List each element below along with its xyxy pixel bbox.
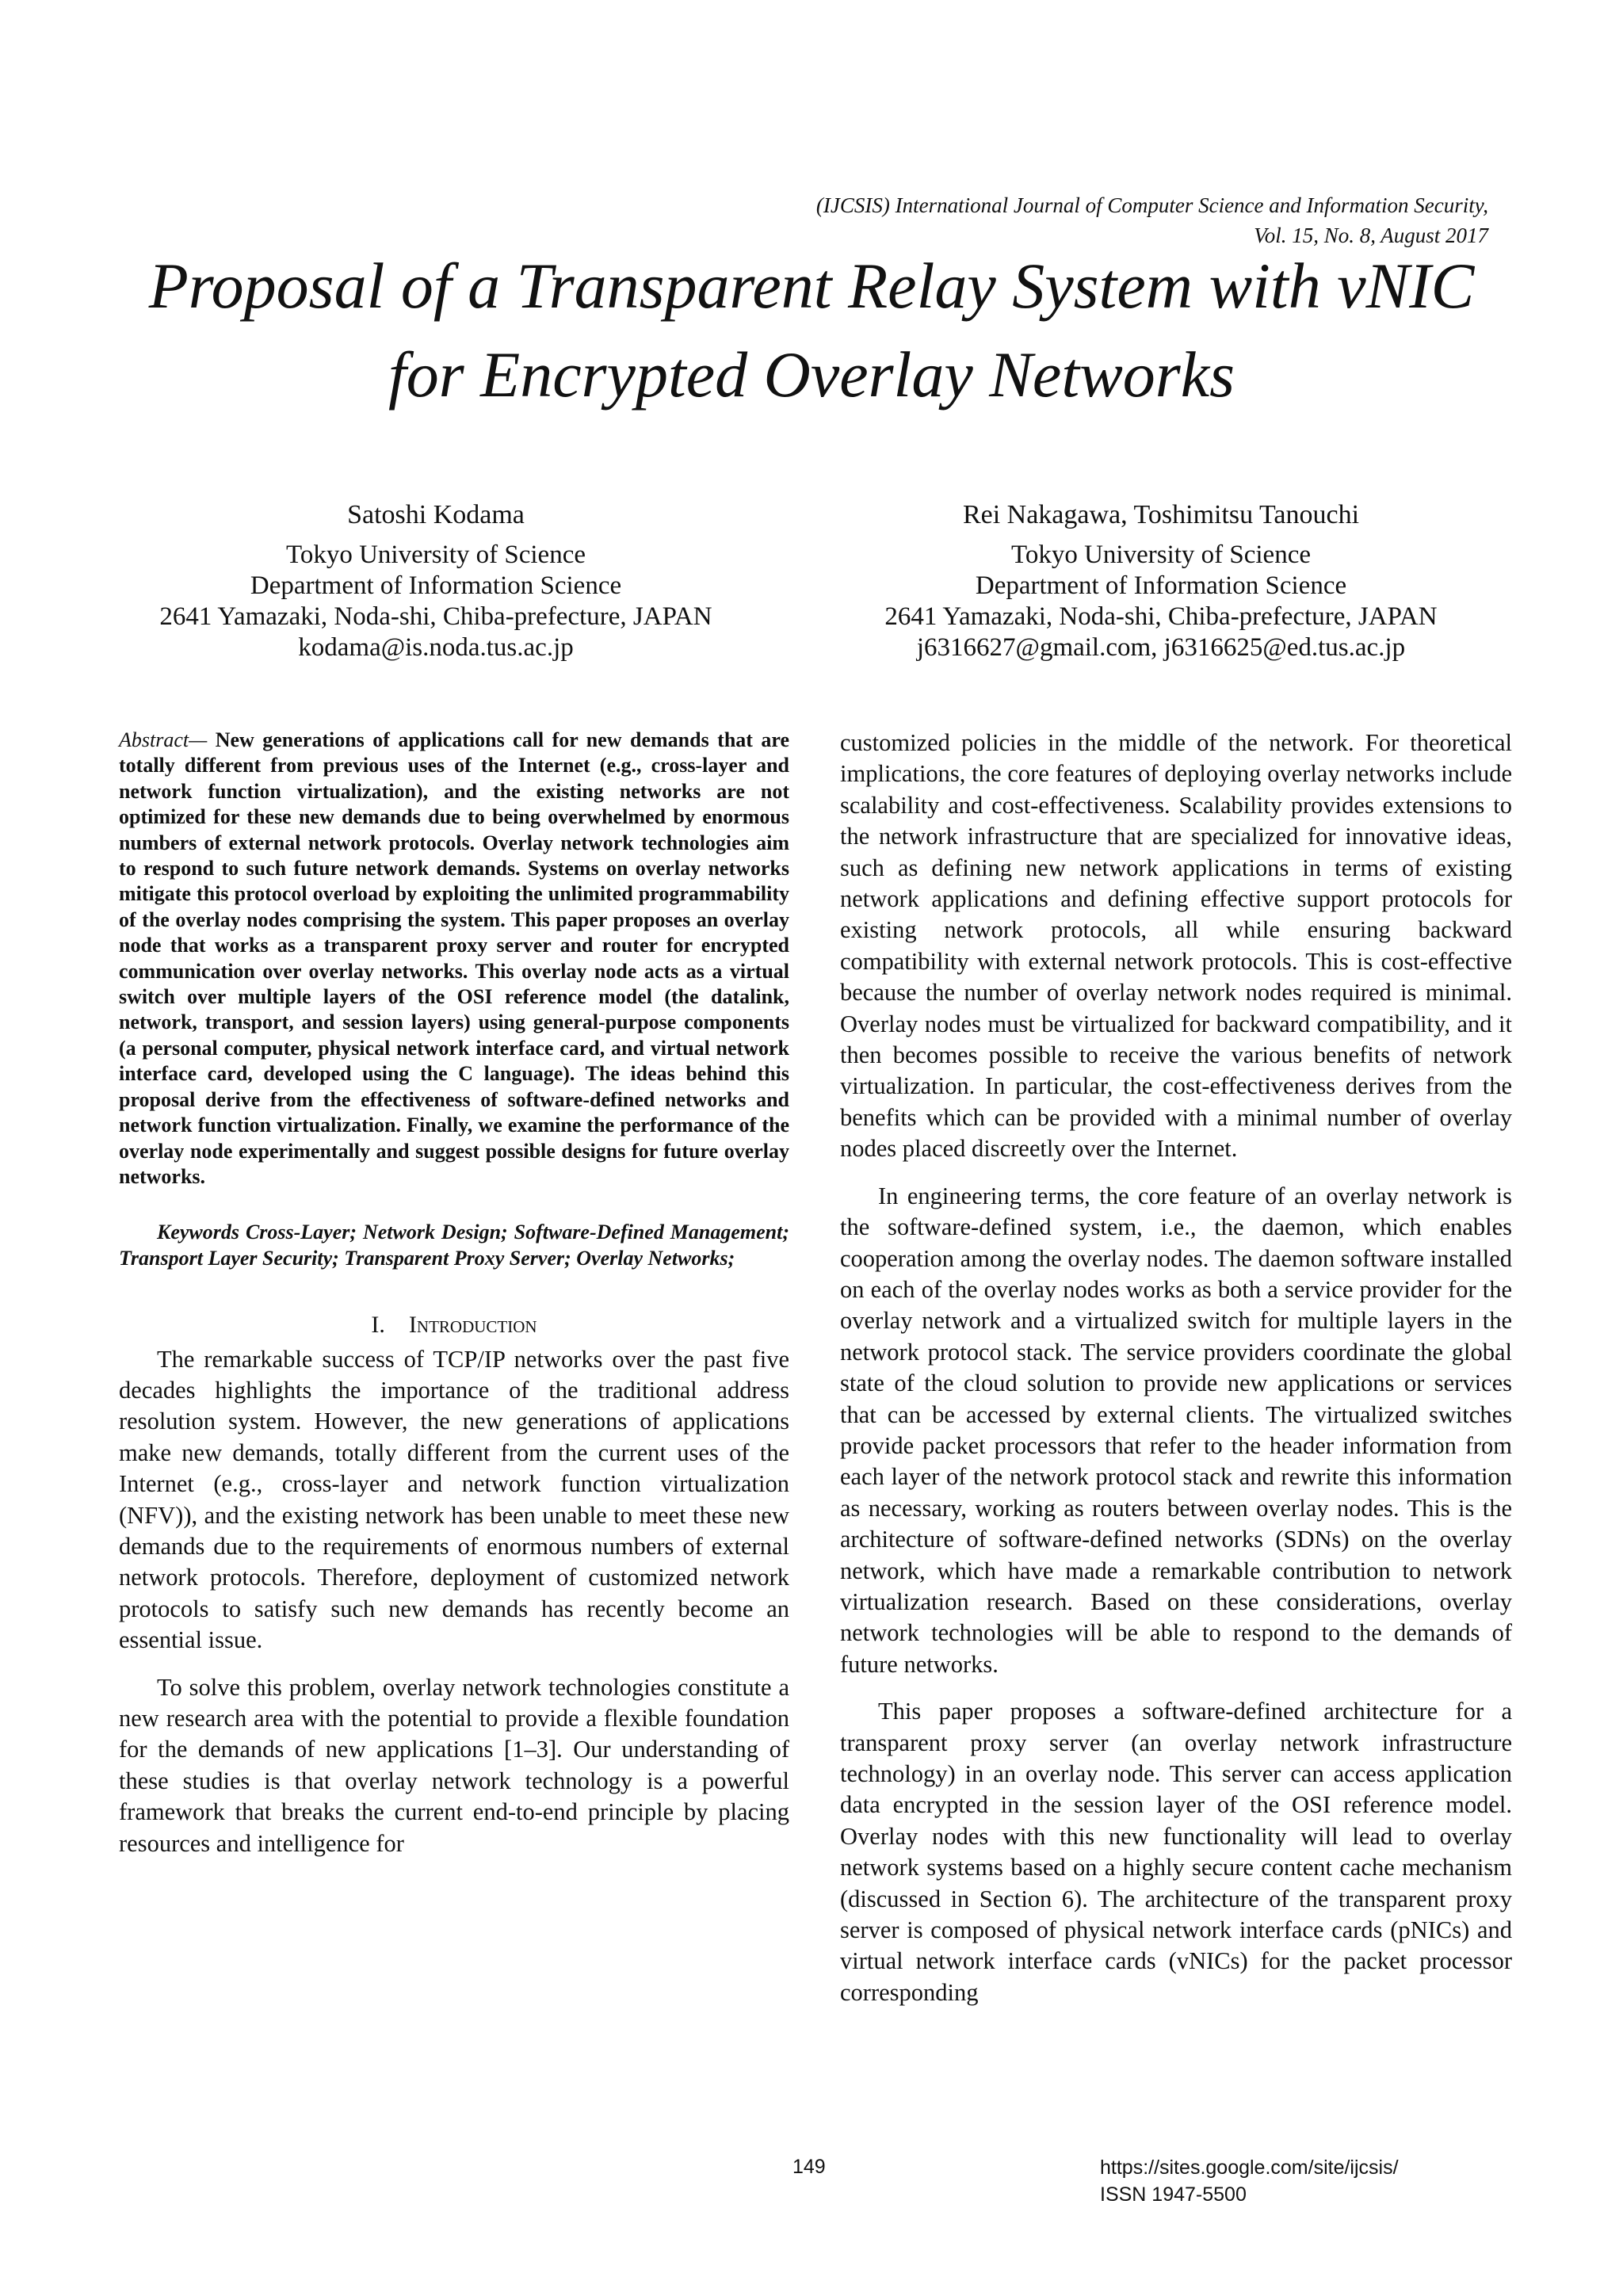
footer-url: https://sites.google.com/site/ijcsis/ (1100, 2157, 1399, 2179)
journal-header-line1: (IJCSIS) International Journal of Computer Science and Information Security, (815, 193, 1488, 217)
abstract-lead: Abstract— (119, 728, 208, 751)
keywords-lead: Keywords (157, 1221, 239, 1244)
footer-issn: ISSN 1947-5500 (1100, 2183, 1247, 2206)
keywords-body: Cross-Layer; Network Design; Software-Defined Management; Transport Layer Security; Transparent Proxy Server; Overlay Networks; (119, 1221, 789, 1270)
author-email: j6316627@gmail.com, j6316625@ed.tus.ac.jp (916, 633, 1406, 662)
section-title: Introduction (408, 1312, 537, 1339)
journal-header-line2: Vol. 15, No. 8, August 2017 (1254, 223, 1488, 247)
author-name: Satoshi Kodama (347, 500, 525, 529)
author-affiliation: Tokyo University of Science (1010, 541, 1312, 569)
section-heading (119, 1309, 789, 1340)
paragraph: This paper proposes a software-defined architecture for a transparent proxy server (an overlay network infrastructure technology) in an overlay node. This server can access application data encrypted in the session layer of the OSI reference model. Overlay nodes with this new functionality will lead to overlay network systems based on a highly secure content cache mechanism (discussed in Section 6). The architecture of the transparent proxy server is composed of physical network interface cards (pNICs) and virtual network interface cards (vNICs) for the packet processor corresponding (840, 1698, 1512, 2006)
abstract-body: New generations of applications call for new demands that are totally different from previous uses of the Internet (e.g., cross-layer and network function virtualization), and the existing networks are not optimized for these new demands due to being overwhelmed by enormous numbers of external network protocols. Overlay network technologies aim to respond to such future network demands. Systems on overlay networks mitigate this protocol overload by exploiting the unlimited programmability of the overlay nodes comprising the system. This paper proposes an overlay node that works as a transparent proxy server and router for encrypted communication over overlay networks. This overlay node acts as a virtual switch over multiple layers of the OSI reference model (the datalink, network, transport, and session layers) using general-purpose components (a personal computer, physical network interface card, and virtual network interface card, developed using the C language). The ideas behind this proposal derive from the effectiveness of software-defined networks and network function virtualization. Finally, we examine the performance of the overlay node experimentally and suggest possible designs for future overlay networks. (119, 728, 789, 1188)
left-column (119, 728, 789, 1859)
author-name: Rei Nakagawa, Toshimitsu Tanouchi (962, 500, 1360, 529)
paper-title (0, 242, 1623, 419)
author-email: kodama@is.noda.tus.ac.jp (298, 633, 574, 662)
author-department: Department of Information Science (250, 571, 622, 600)
author-block-1 (103, 499, 769, 663)
author-department: Department of Information Science (975, 571, 1347, 600)
paper-title-line1: Proposal of a Transparent Relay System with vNIC (148, 250, 1475, 322)
page-number: 149 (792, 2156, 826, 2178)
right-column (840, 728, 1512, 2008)
author-address: 2641 Yamazaki, Noda-shi, Chiba-prefecture, JAPAN (884, 602, 1438, 631)
paragraph: The remarkable success of TCP/IP networks over the past five decades highlights the importance of the traditional address resolution system. However, the new generations of applications make new demands, totally different from the current uses of the Internet (e.g., cross-layer and network function virtualization (NFV)), and the existing network has been unable to meet these new demands due to the requirements of enormous numbers of external network protocols. Therefore, deployment of customized network protocols to satisfy such new demands has recently become an essential issue. (119, 1345, 789, 1654)
paragraph: To solve this problem, overlay network technologies constitute a new research area with the potential to provide a flexible foundation for the demands of new applications [1–3]. Our understanding of these studies is that overlay network technology is a powerful framework that breaks the current end-to-end principle by placing resources and intelligence for (119, 1673, 789, 1857)
footer-info (1100, 2154, 1399, 2208)
paper-title-line2: for Encrypted Overlay Networks (388, 338, 1235, 411)
author-address: 2641 Yamazaki, Noda-shi, Chiba-prefecture, JAPAN (159, 602, 712, 631)
author-affiliation: Tokyo University of Science (285, 541, 586, 569)
paragraph: customized policies in the middle of the network. For theoretical implications, the core features of deploying overlay networks include scalability and cost-effectiveness. Scalability provides extensions to the network infrastructure that are specialized for innovative ideas, such as defining new network applications in terms of existing network applications and defining effective support protocols for existing network protocols, all while ensuring backward compatibility with external network protocols. This is cost-effective because the number of overlay network nodes required is minimal. Overlay nodes must be virtualized for backward compatibility, and it then becomes possible to receive the various benefits of network virtualization. In particular, the cost-effectiveness derives from the benefits which can be provided with a minimal number of overlay nodes placed discreetly over the Internet. (840, 729, 1512, 1163)
abstract (119, 728, 789, 1190)
author-block-2 (828, 499, 1494, 663)
keywords (119, 1220, 789, 1271)
paragraph: In engineering terms, the core feature of an overlay network is the software-defined system, i.e., the daemon, which enables cooperation among the overlay nodes. The daemon software installed on each of the overlay nodes works as both a service provider for the overlay network and a virtualized switch for multiple layers in the network protocol stack. The service providers coordinate the global state of the cloud solution to provide new applications or services that can be accessed by external clients. The virtualized switches provide packet processors that refer to the header information from each layer of the network protocol stack and rewrite this information as necessary, working as routers between overlay nodes. This is the architecture of software-defined networks (SDNs) on the overlay network, which have made a remarkable contribution to network virtualization research. Based on these considerations, overlay network technologies will be able to respond to the demands of future networks. (840, 1182, 1512, 1678)
section-number: I. (371, 1312, 385, 1339)
